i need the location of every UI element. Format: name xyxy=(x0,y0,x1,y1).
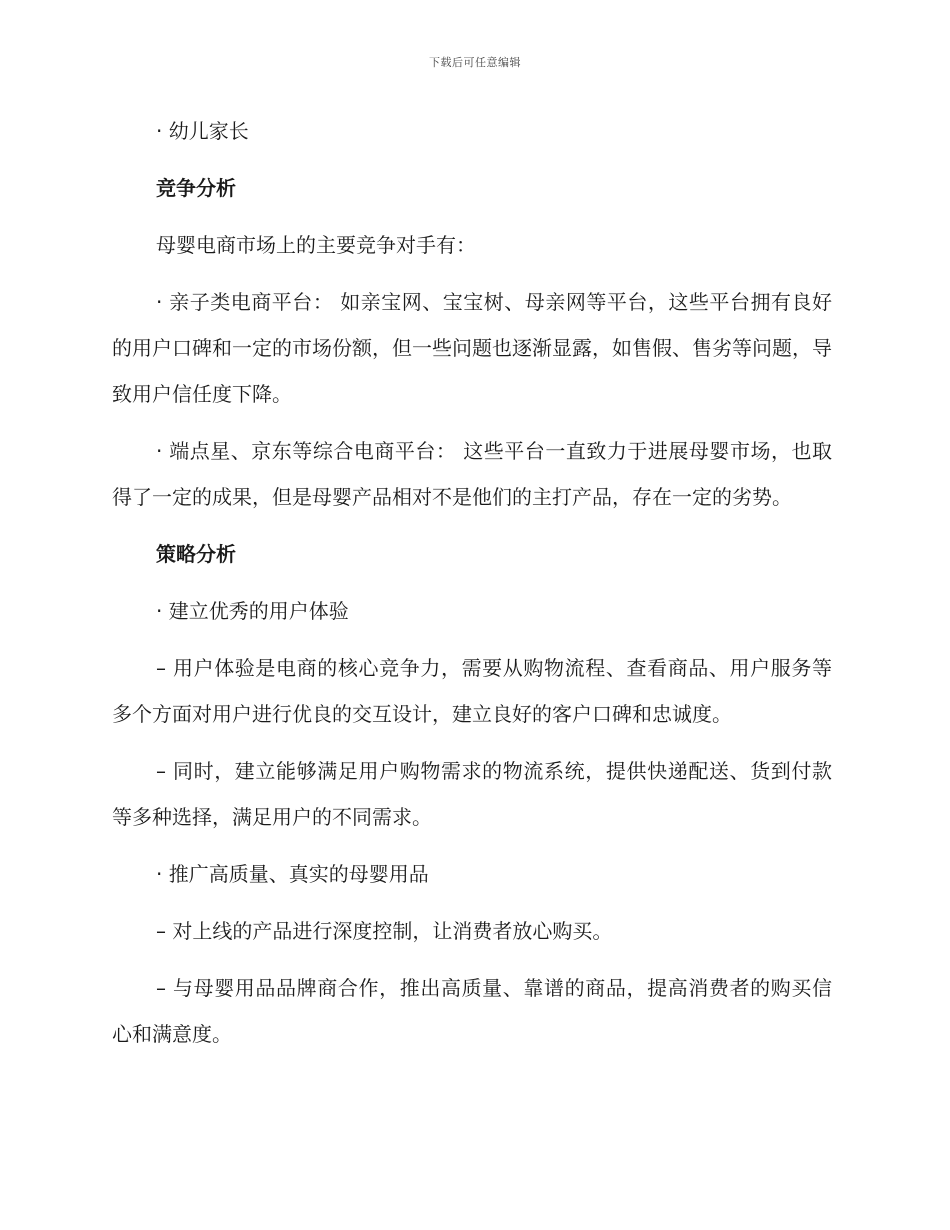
bullet-user-experience: · 建立优秀的用户体验 xyxy=(156,599,349,623)
bullet-quality-products: · 推广高质量、真实的母婴用品 xyxy=(156,862,429,886)
document-body xyxy=(112,108,832,1068)
section-heading-strategy: 策略分析 xyxy=(156,542,236,566)
bullet-parenting-platforms: · 亲子类电商平台： 如亲宝网、宝宝树、母亲网等平台，这些平台拥有良好的用户口碑和一定的市场份额，但一些问题也逐渐显露，如售假、售劣等问题，导致用户信任度下降。 xyxy=(112,290,832,406)
sub-item-product-control: – 对上线的产品进行深度控制，让消费者放心购买。 xyxy=(156,919,613,943)
sub-item-ux-design: – 用户体验是电商的核心竞争力，需要从购物流程、查看商品、用户服务等多个方面对用户进行优良的交互设计，建立良好的客户口碑和忠诚度。 xyxy=(112,656,832,726)
sub-item-brand-cooperation: – 与母婴用品品牌商合作，推出高质量、靠谱的商品，提高消费者的购买信心和满意度。 xyxy=(112,976,832,1046)
bullet-general-platforms: · 端点星、京东等综合电商平台： 这些平台一直致力于进展母婴市场，也取得了一定的成果，但是母婴产品相对不是他们的主打产品，存在一定的劣势。 xyxy=(112,439,832,509)
sub-item-logistics: – 同时，建立能够满足用户购物需求的物流系统，提供快递配送、货到付款等多种选择，满足用户的不同需求。 xyxy=(112,759,832,829)
section-heading-competition: 竞争分析 xyxy=(156,176,236,200)
competitors-intro: 母婴电商市场上的主要竞争对手有： xyxy=(156,233,476,257)
bullet-toddler-parents: · 幼儿家长 xyxy=(156,119,249,143)
page-header-note: 下载后可任意编辑 xyxy=(429,56,521,69)
